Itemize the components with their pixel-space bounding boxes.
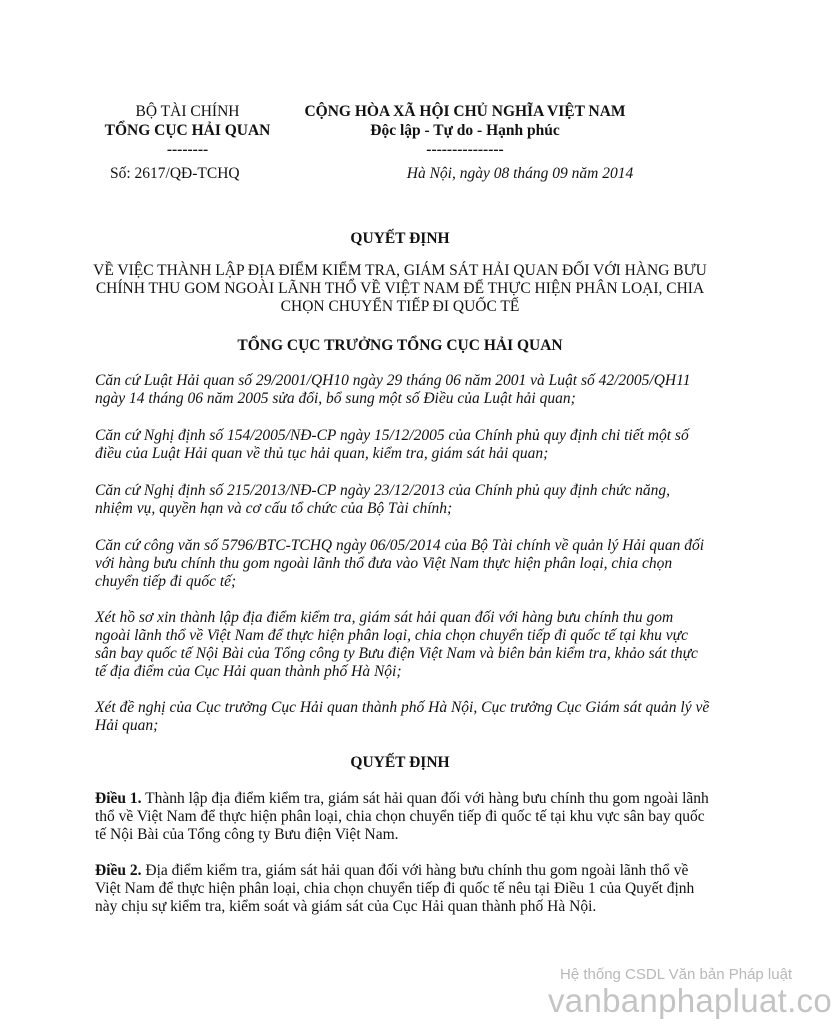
issuing-authority: TỔNG CỤC TRƯỞNG TỔNG CỤC HẢI QUAN: [237, 337, 563, 354]
national-header: [285, 102, 645, 159]
preamble-item: Xét hồ sơ xin thành lập địa điểm kiểm tra, giám sát hải quan đối với hàng bưu chính thu gom ngoài lãnh thổ về Việt Nam để thực hiện phân loại, chia chọn chuyển tiếp đi quốc tế tại khu vực sân bay quốc tế Nội Bài của Tổng công ty Bưu điện Việt Nam và biên bản kiểm tra, khảo sát thực tế địa điểm của Cục Hải quan thành phố Hà Nội;: [95, 609, 698, 680]
preamble-item: Căn cứ Nghị định số 154/2005/NĐ-CP ngày 15/12/2005 của Chính phủ quy định chi tiết một số điều của Luật Hải quan về thủ tục hải quan, kiểm tra, giám sát hải quan;: [95, 427, 689, 462]
article-2: [95, 862, 710, 916]
issuer-block: [85, 102, 290, 159]
decision-title: QUYẾT ĐỊNH: [350, 230, 450, 247]
preamble-item: Căn cứ Luật Hải quan số 29/2001/QH10 ngày 29 tháng 06 năm 2001 và Luật số 42/2005/QH11 ngày 14 tháng 06 năm 2005 sửa đổi, bổ sung một số Điều của Luật hải quan;: [95, 372, 691, 407]
article-text: Địa điểm kiểm tra, giám sát hải quan đối với hàng bưu chính thu gom ngoài lãnh thổ về Việt Nam để thực hiện phân loại, chia chọn chuyển tiếp đi quốc tế nêu tại Điều 1 của Quyết định này chịu sự kiểm tra, kiểm soát và giám sát của Cục Hải quan thành phố Hà Nội.: [95, 862, 695, 915]
preamble-item: Xét đề nghị của Cục trưởng Cục Hải quan thành phố Hà Nội, Cục trưởng Cục Giám sát quản lý về Hải quan;: [95, 699, 710, 734]
issuer-rule: --------: [166, 141, 209, 158]
document-date: Hà Nội, ngày 08 tháng 09 năm 2014: [406, 165, 634, 182]
preamble-item: Căn cứ công văn số 5796/BTC-TCHQ ngày 06/05/2014 của Bộ Tài chính về quản lý Hải quan đối với hàng bưu chính thu gom ngoài lãnh thổ đưa vào Việt Nam thực hiện phân loại, chia chọn chuyển tiếp đi quốc tế;: [95, 537, 705, 590]
country-name: CỘNG HÒA XÃ HỘI CHỦ NGHĨA VIỆT NAM: [304, 103, 626, 120]
decision-heading: QUYẾT ĐỊNH: [350, 754, 450, 771]
agency-name: TỔNG CỤC HẢI QUAN: [104, 122, 271, 139]
ministry-name: BỘ TÀI CHÍNH: [135, 103, 240, 120]
article-1: [95, 790, 710, 844]
article-label: Điều 1.: [95, 790, 142, 807]
preamble-item: Căn cứ Nghị định số 215/2013/NĐ-CP ngày 23/12/2013 của Chính phủ quy định chức năng, nhiệm vụ, quyền hạn và cơ cấu tổ chức của Bộ Tài chính;: [95, 482, 671, 517]
article-text: Thành lập địa điểm kiểm tra, giám sát hải quan đối với hàng bưu chính thu gom ngoài lãnh thổ về Việt Nam để thực hiện phân loại, chia chọn chuyển tiếp đi quốc tế tại khu vực sân bay quốc tế Nội Bài của Tổng công ty Bưu điện Việt Nam.: [95, 790, 709, 843]
watermark-site: vanbanphapluat.co: [548, 982, 832, 1019]
national-motto: Độc lập - Tự do - Hạnh phúc: [370, 122, 560, 139]
document-number: Số: 2617/QĐ-TCHQ: [110, 165, 240, 182]
article-label: Điều 2.: [95, 862, 142, 879]
motto-rule: ---------------: [426, 141, 504, 158]
watermark-caption: Hệ thống CSDL Văn bản Pháp luật: [560, 966, 793, 983]
decision-subject: VỀ VIỆC THÀNH LẬP ĐỊA ĐIỂM KIỂM TRA, GIÁM SÁT HẢI QUAN ĐỐI VỚI HÀNG BƯU CHÍNH THU GOM NGOÀI LÃNH THỔ VỀ VIỆT NAM ĐỂ THỰC HIỆN PHÂN LOẠI, CHIA CHỌN CHUYỂN TIẾP ĐI QUỐC TẾ: [93, 262, 707, 315]
